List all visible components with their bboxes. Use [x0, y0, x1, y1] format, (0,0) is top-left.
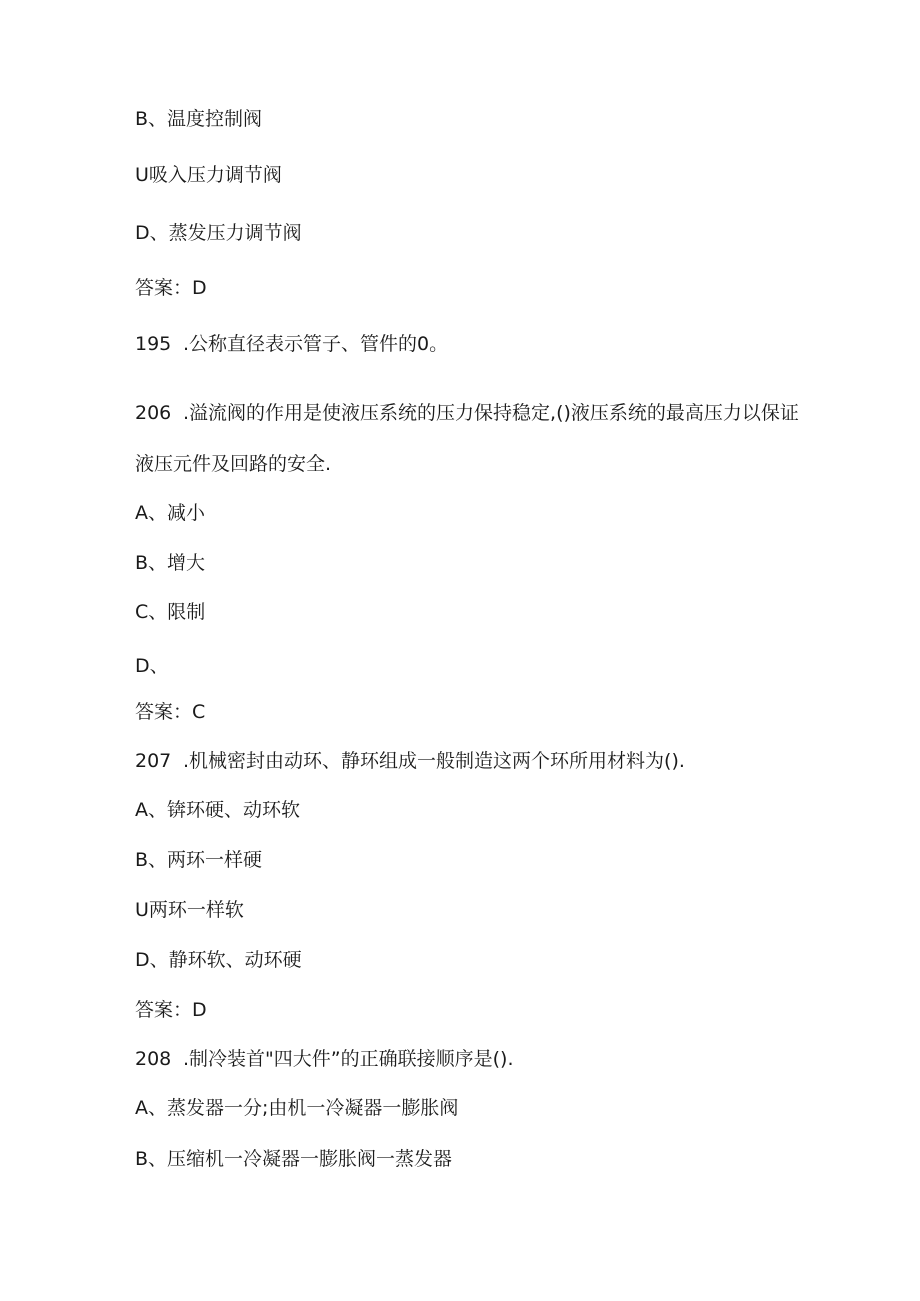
option-b-line: B、温度控制阀: [135, 108, 263, 130]
question-206-continued: 液压元件及回路的安全.: [135, 453, 332, 475]
question-number: 195: [135, 333, 172, 355]
question-text: .机械密封由动环、静环组成一般制造这两个环所用材料为().: [183, 750, 685, 772]
answer-line: 答案：D: [135, 277, 207, 299]
question-text: .公称直径表示管子、管件的0。: [183, 333, 449, 355]
option-d-line: D、蒸发压力调节阀: [135, 222, 302, 244]
option-b-line: B、两环一样硬: [135, 849, 263, 871]
option-d-line: D、静环软、动环硬: [135, 949, 302, 971]
question-206: [135, 401, 799, 425]
option-d-line: D、: [135, 655, 169, 677]
option-c-line: U两环一样软: [135, 899, 244, 921]
question-208: [135, 1047, 514, 1071]
question-number: 207: [135, 750, 172, 772]
question-number: 208: [135, 1048, 172, 1070]
option-a-line: A、蒸发器一分;由机一冷凝器一膨胀阀: [135, 1097, 459, 1119]
option-a-line: A、锛环硬、动环软: [135, 799, 300, 821]
question-number: 206: [135, 402, 172, 424]
option-b-line: B、增大: [135, 552, 206, 574]
answer-line: 答案：D: [135, 999, 207, 1021]
option-c-line: C、限制: [135, 601, 206, 623]
option-b-line: B、压缩机一冷凝器一膨胀阀一蒸发器: [135, 1148, 453, 1170]
question-195: [135, 332, 448, 356]
answer-line: 答案：C: [135, 701, 206, 723]
question-text: .溢流阀的作用是使液压系统的压力保持稳定,()液压系统的最高压力以保证: [183, 402, 799, 424]
option-a-line: A、减小: [135, 502, 205, 524]
question-207: [135, 749, 685, 773]
question-text: .制冷装首"四大件”的正确联接顺序是().: [183, 1048, 514, 1070]
option-c-line: U吸入压力调节阀: [135, 164, 282, 186]
